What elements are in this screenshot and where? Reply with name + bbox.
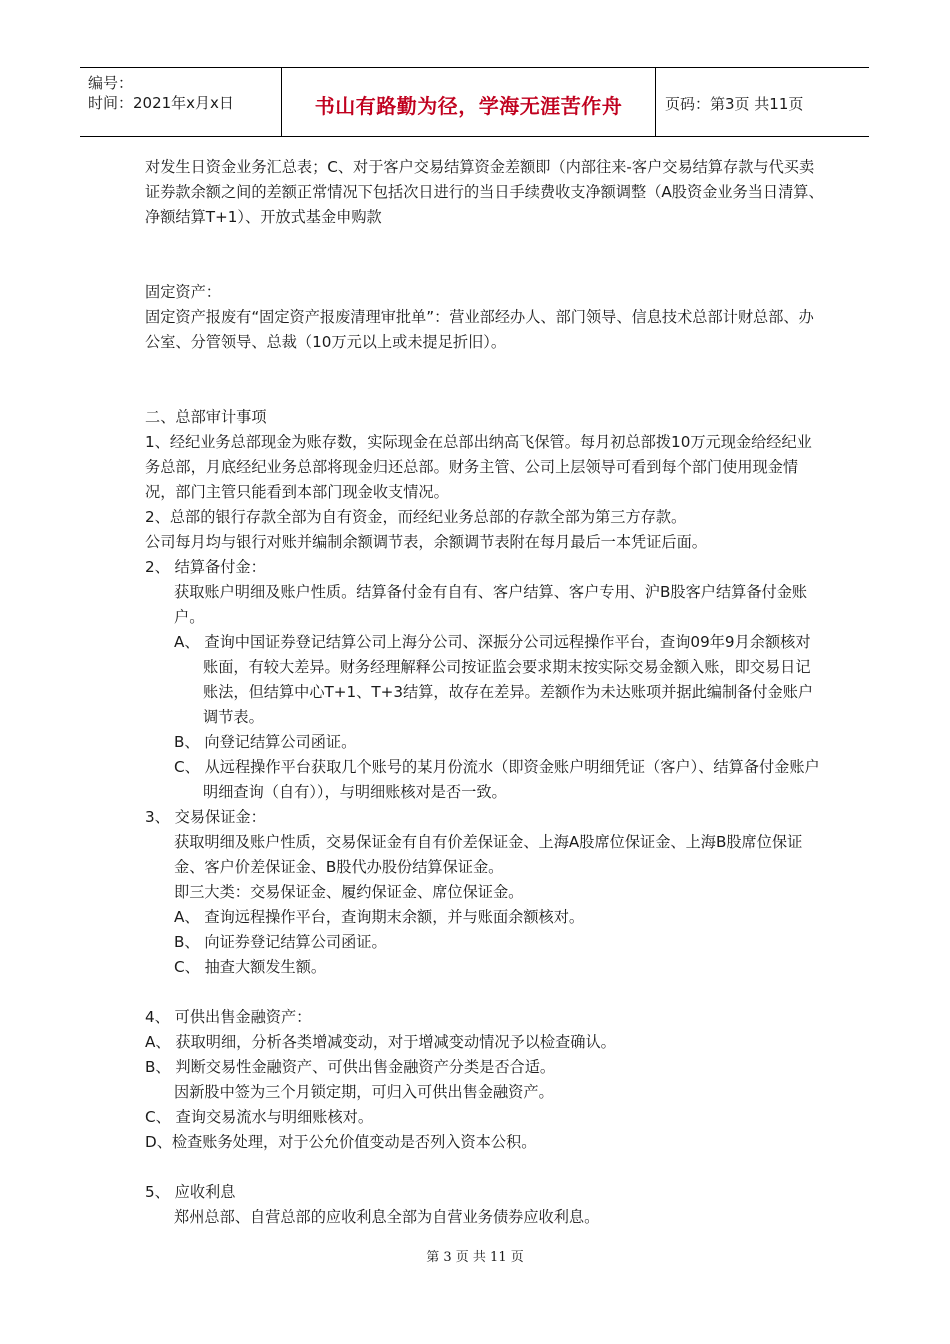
afs-item-c: C、 查询交易流水与明细账核对。	[145, 1108, 374, 1126]
deposit-item-b: B、 向证券登记结算公司函证。	[174, 933, 387, 951]
spacer	[145, 980, 825, 1005]
afs-title: 4、 可供出售金融资产：	[145, 1008, 312, 1026]
spacer	[145, 230, 825, 280]
motto: 书山有路勤为径，学海无涯苦作舟	[314, 94, 623, 118]
page-footer: 第 3 页 共 11 页	[426, 1250, 524, 1265]
paragraph-1: 1、经纪业务总部现金为账存数，实际现金在总部出纳高飞保管。每月初总部拨10万元现金给经纪业务总部，月底经纪业务总部将现金归还总部。财务主管、公司上层领导可看到每个部门使用现金情况，部门主管只能看到本部门现金收支情况。	[145, 433, 812, 501]
fixed-assets-text: 固定资产报废有“固定资产报废清理审批单”：营业部经办人、部门领导、信息技术总部计财总部、办公室、分管领导、总裁（10万元以上或未提足折旧）。	[145, 308, 814, 351]
paragraph-2: 2、总部的银行存款全部为自有资金，而经纪业务总部的存款全部为第三方存款。	[145, 508, 687, 526]
afs-item-a: A、 获取明细，分析各类增减变动，对于增减变动情况予以检查确认。	[145, 1033, 616, 1051]
deposit-item-c: C、 抽查大额发生额。	[174, 958, 327, 976]
afs-item-b-note: 因新股中签为三个月锁定期，可归入可供出售金融资产。	[174, 1083, 554, 1101]
header-motto-cell	[281, 68, 656, 136]
afs-item-b: B、 判断交易性金融资产、可供出售金融资产分类是否合适。	[145, 1058, 556, 1076]
settlement-item-a: A、 查询中国证券登记结算公司上海分公司、深振分公司远程操作平台，查询09年9月余额核对账面，有较大差异。财务经理解释公司按证监会要求期末按实际交易金额入账，即交易日记账法，但结算中心T+1、T+3结算，故存在差异。差额作为未达账项并据此编制备付金账户调节表。	[174, 633, 814, 726]
page-header	[80, 67, 869, 137]
header-page-number: 页码：第3页 共11页	[665, 95, 804, 113]
spacer	[145, 355, 825, 405]
deposit-item-a: A、 查询远程操作平台，查询期末余额，并与账面余额核对。	[174, 908, 585, 926]
spacer	[145, 1155, 825, 1180]
interest-title: 5、 应收利息	[145, 1183, 236, 1201]
interest-text: 郑州总部、自营总部的应收利息全部为自营业务债券应收利息。	[174, 1208, 600, 1226]
document-time: 时间：2021年x月x日	[88, 94, 234, 112]
afs-item-d: D、检查账务处理，对于公允价值变动是否列入资本公积。	[145, 1133, 537, 1151]
deposit-text: 获取明细及账户性质，交易保证金有自有价差保证金、上海A股席位保证金、上海B股席位保证金、客户价差保证金、B股代办股份结算保证金。	[174, 833, 803, 876]
section-2-title: 二、总部审计事项	[145, 408, 267, 426]
paragraph-2b: 公司每月均与银行对账并编制余额调节表，余额调节表附在每月最后一本凭证后面。	[145, 533, 707, 551]
document-body	[145, 155, 825, 1230]
deposit-text-2: 即三大类：交易保证金、履约保证金、席位保证金。	[174, 883, 524, 901]
settlement-item-b: B、 向登记结算公司函证。	[174, 733, 357, 751]
settlement-title: 2、 结算备付金：	[145, 558, 266, 576]
deposit-title: 3、 交易保证金：	[145, 808, 266, 826]
settlement-text: 获取账户明细及账户性质。结算备付金有自有、客户结算、客户专用、沪B股客户结算备付金账户。	[174, 583, 808, 626]
header-info-cell	[80, 68, 281, 136]
intro-paragraph: 对发生日资金业务汇总表；C、对于客户交易结算资金差额即（内部往来-客户交易结算存款与代买卖证券款余额之间的差额正常情况下包括次日进行的当日手续费收支净额调整（A股资金业务当日清算、净额结算T+1）、开放式基金申购款	[145, 158, 824, 226]
header-page-cell	[655, 68, 869, 136]
fixed-assets-title: 固定资产：	[145, 283, 221, 301]
document-number: 编号：	[88, 74, 134, 92]
settlement-item-c: C、 从远程操作平台获取几个账号的某月份流水（即资金账户明细凭证（客户）、结算备付金账户明细查询（自有）），与明细账核对是否一致。	[174, 758, 820, 801]
